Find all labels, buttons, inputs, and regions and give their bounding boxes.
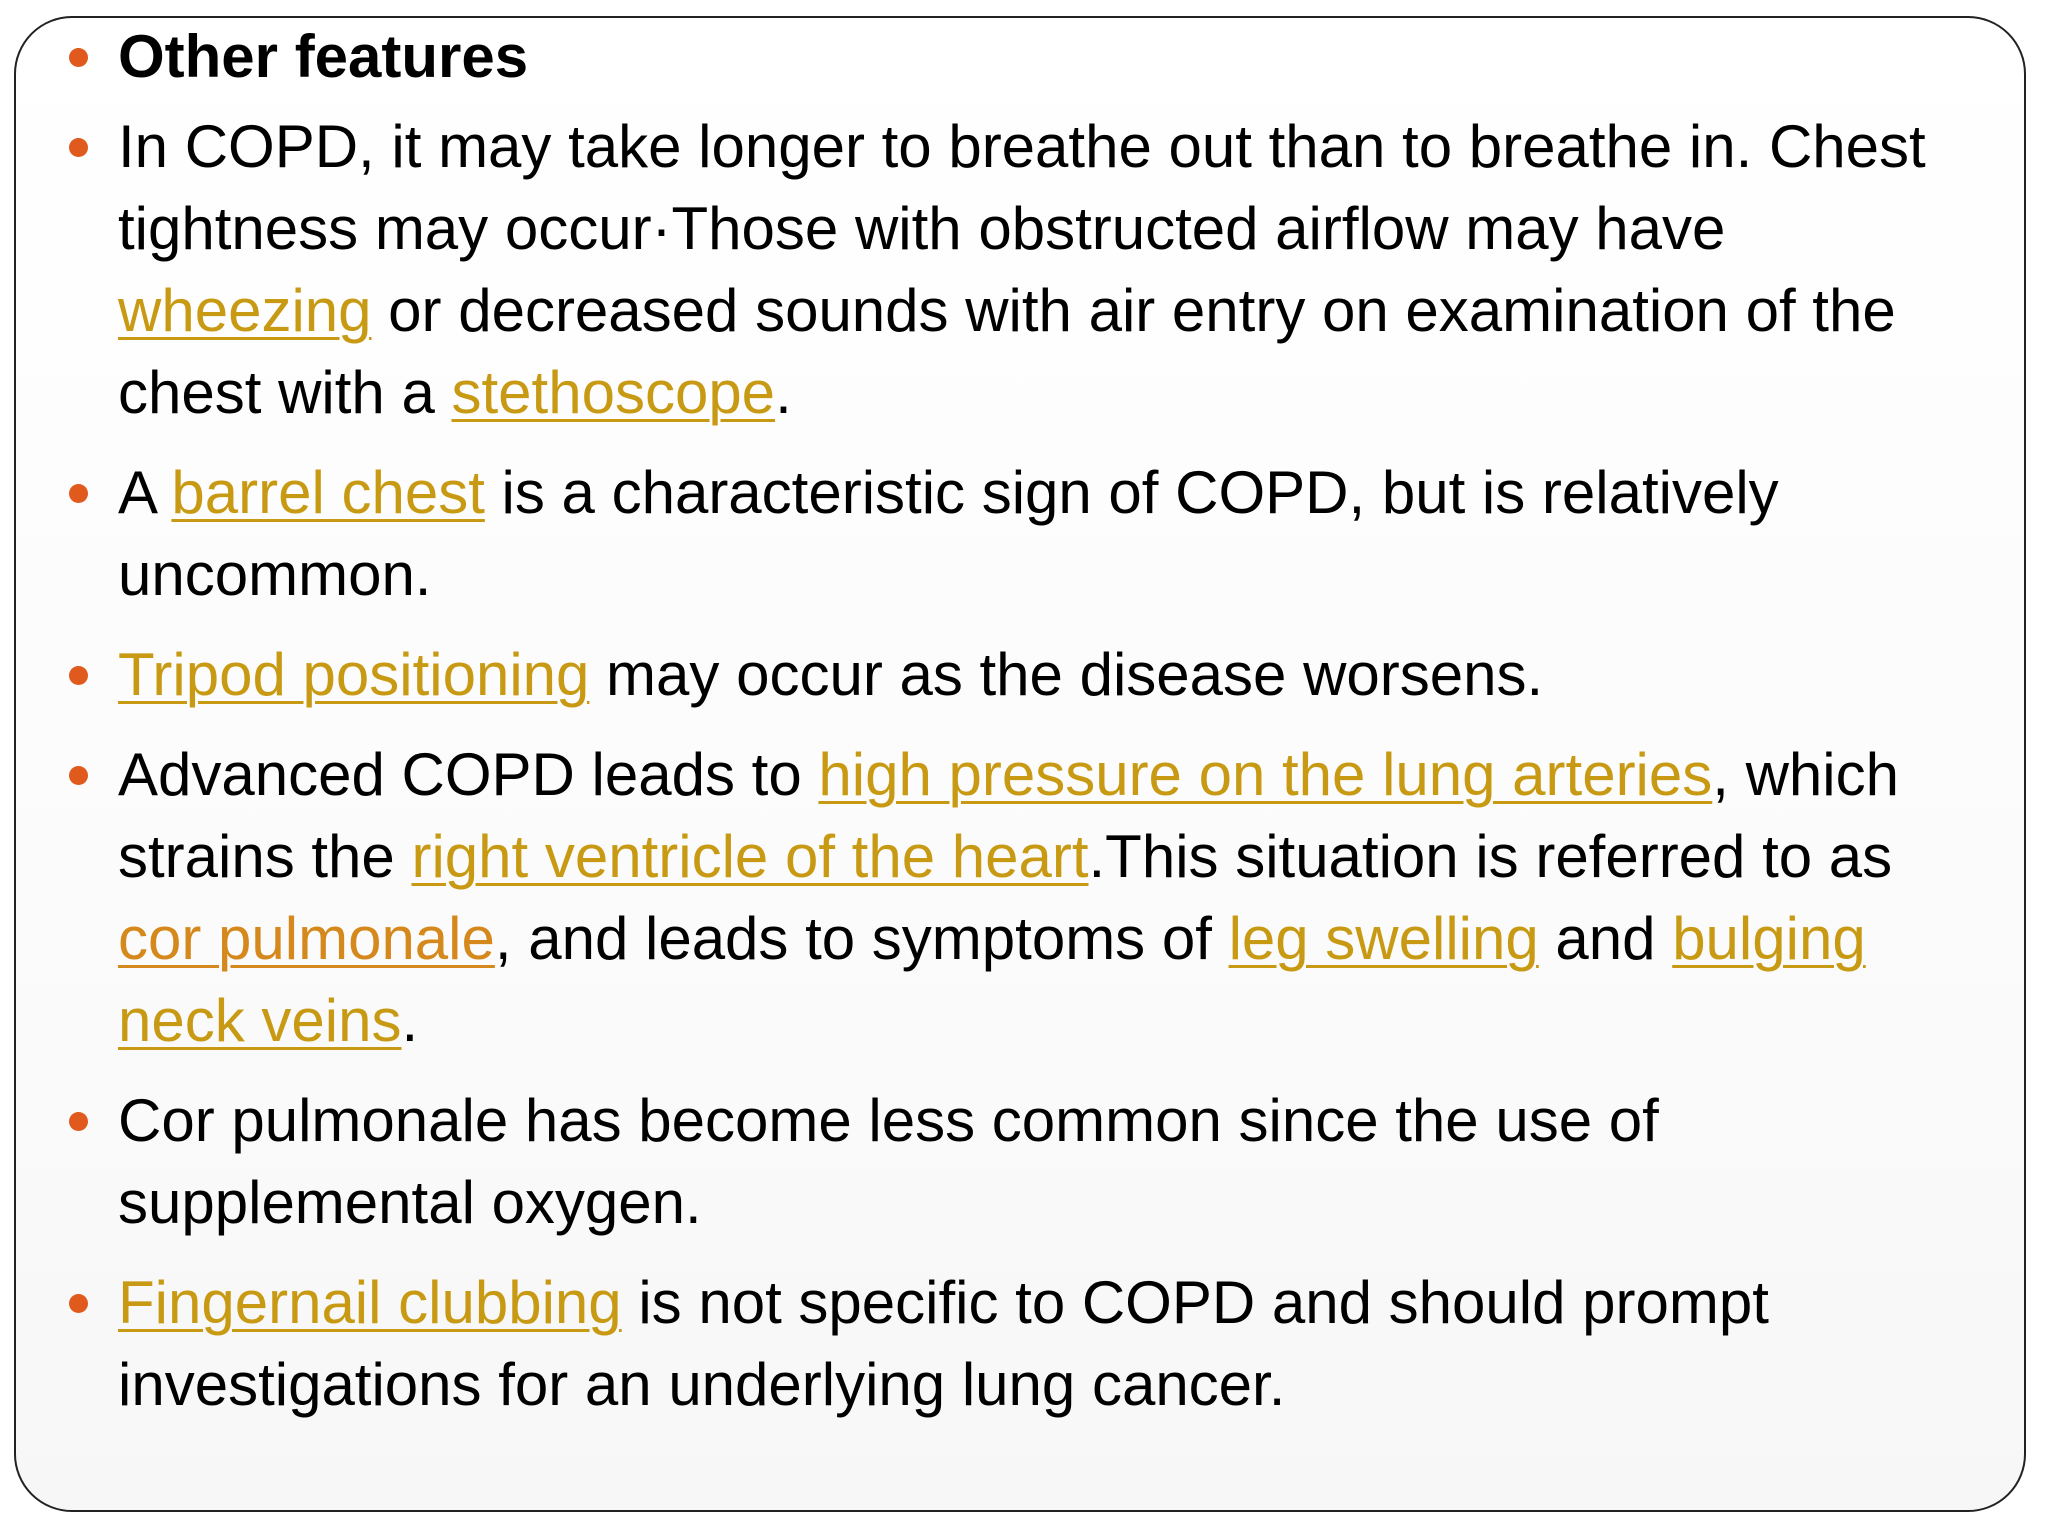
bullet-dot-icon bbox=[69, 484, 88, 503]
bullet-heading bbox=[52, 16, 1992, 98]
bullet-dot-icon bbox=[69, 1294, 88, 1313]
bullet-text: Advanced COPD leads to bbox=[118, 741, 819, 808]
bullet-text: , which strains the bbox=[118, 741, 1900, 890]
bullet-barrel-chest bbox=[52, 452, 1992, 616]
link-pulmonary-hypertension[interactable]: high pressure on the lung arteries bbox=[818, 741, 1713, 808]
bullet-exhalation bbox=[52, 106, 1992, 434]
link-leg-swelling[interactable]: leg swelling bbox=[1228, 905, 1539, 972]
link-wheezing[interactable]: wheezing bbox=[118, 277, 372, 344]
link-barrel-chest[interactable]: barrel chest bbox=[171, 459, 485, 526]
bullet-advanced-copd bbox=[52, 734, 1992, 1062]
link-bulging-neck-veins[interactable]: bulging neck veins bbox=[118, 905, 1866, 1054]
bullet-dot-icon bbox=[69, 766, 88, 785]
link-cor-pulmonale[interactable]: cor pulmonale bbox=[118, 905, 495, 972]
bullet-text: In COPD, it may take longer to breathe out than to breathe in. Chest tightness may occur·Those with obstructed airflow may have bbox=[118, 113, 1926, 262]
bullet-text: Cor pulmonale has become less common since the use of supplemental oxygen. bbox=[118, 1087, 1659, 1236]
bullet-cor-pulmonale-oxygen bbox=[52, 1080, 1992, 1244]
bullet-text: is not specific to COPD and should prompt investigations for an underlying lung cancer. bbox=[118, 1269, 1769, 1418]
slide-heading: Other features bbox=[118, 23, 529, 90]
bullet-dot-icon bbox=[69, 48, 88, 67]
link-stethoscope[interactable]: stethoscope bbox=[451, 359, 776, 426]
bullet-text: . bbox=[401, 987, 419, 1054]
bullet-text: . bbox=[775, 359, 792, 426]
bullet-tripod bbox=[52, 634, 1992, 716]
bullet-text: may occur as the disease worsens. bbox=[589, 641, 1544, 708]
link-tripod-positioning[interactable]: Tripod positioning bbox=[118, 641, 590, 708]
bullet-dot-icon bbox=[69, 1112, 88, 1131]
bullet-text: and bbox=[1538, 905, 1673, 972]
bullet-text: or decreased sounds with air entry on examination of the chest with a bbox=[118, 277, 1896, 426]
bullet-dot-icon bbox=[69, 138, 88, 157]
bullet-text: is a characteristic sign of COPD, but is relatively uncommon. bbox=[118, 459, 1779, 608]
bullet-dot-icon bbox=[69, 666, 88, 685]
bullet-list bbox=[52, 16, 1992, 1444]
link-right-ventricle[interactable]: right ventricle of the heart bbox=[411, 823, 1089, 890]
bullet-text: , and leads to symptoms of bbox=[494, 905, 1229, 972]
bullet-text: A bbox=[118, 459, 172, 526]
bullet-clubbing bbox=[52, 1262, 1992, 1426]
bullet-text: .This situation is referred to as bbox=[1088, 823, 1893, 890]
link-fingernail-clubbing[interactable]: Fingernail clubbing bbox=[118, 1269, 622, 1336]
